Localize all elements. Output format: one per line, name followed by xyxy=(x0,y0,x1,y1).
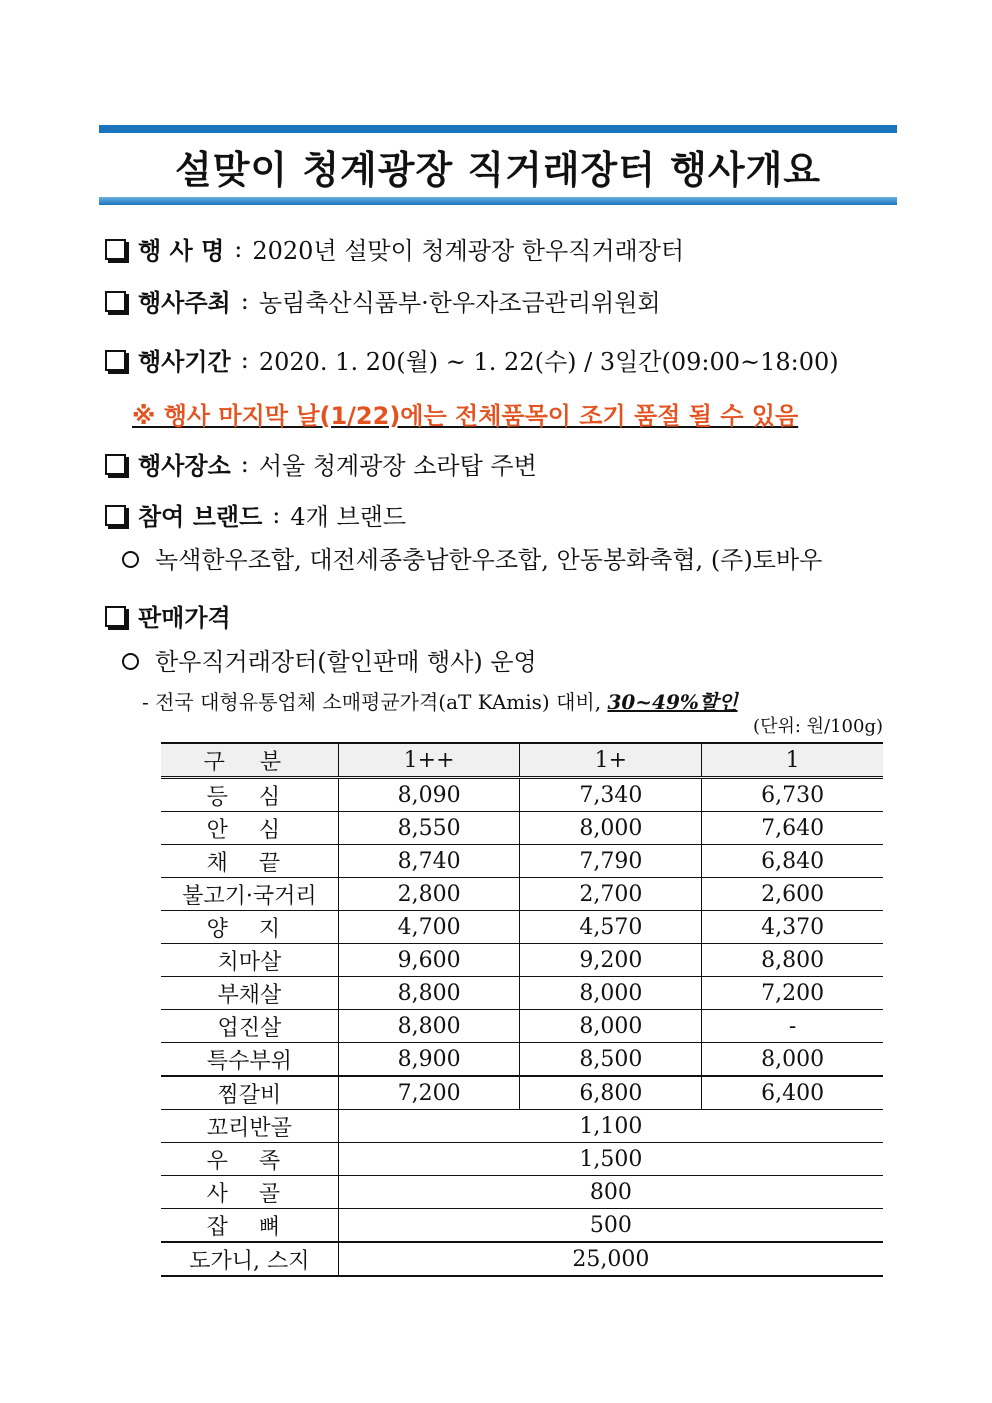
discount-rate: 30~49%할인 xyxy=(607,690,738,714)
merged-cell: 800 xyxy=(338,1176,883,1209)
host-value: 농림축산식품부·한우자조금관리위원회 xyxy=(258,289,661,317)
header-grade-1pp: 1++ xyxy=(338,743,520,778)
cell: 6,800 xyxy=(520,1076,702,1110)
table-row xyxy=(161,845,883,878)
cell: 6,840 xyxy=(702,845,883,878)
place-value: 서울 청계광장 소라탑 주변 xyxy=(258,452,537,480)
circle-bullet-icon xyxy=(122,551,139,568)
row-name: 부채살 xyxy=(161,977,338,1010)
header-grade-1: 1 xyxy=(702,743,883,778)
row-name: 채 끝 xyxy=(161,845,338,878)
cell: 8,800 xyxy=(338,1010,520,1043)
row-name: 찜갈비 xyxy=(161,1076,338,1110)
price-sub-row xyxy=(122,642,537,677)
table-row xyxy=(161,778,883,812)
cell: 8,800 xyxy=(338,977,520,1010)
brands-label: 참여 브랜드 xyxy=(138,503,263,531)
table-row xyxy=(161,1076,883,1110)
price-label: 판매가격 xyxy=(138,604,231,632)
cell: 8,900 xyxy=(338,1043,520,1077)
cell: 8,090 xyxy=(338,778,520,812)
row-name: 치마살 xyxy=(161,944,338,977)
cell: 2,800 xyxy=(338,878,520,911)
row-name: 우 족 xyxy=(161,1143,338,1176)
table-row-merged xyxy=(161,1110,883,1143)
event-name-row xyxy=(105,231,684,266)
host-row xyxy=(105,283,661,318)
cell: 7,340 xyxy=(520,778,702,812)
row-name: 꼬리반골 xyxy=(161,1110,338,1143)
cell: 7,200 xyxy=(338,1076,520,1110)
row-name: 특수부위 xyxy=(161,1043,338,1077)
cell: 2,700 xyxy=(520,878,702,911)
price-detail: - 전국 대형유통업체 소매평균가격(aT KAmis) 대비, xyxy=(142,690,602,714)
table-row xyxy=(161,911,883,944)
title-bar-bottom xyxy=(99,197,897,205)
checkbox-icon xyxy=(105,239,126,260)
sellout-notice: ※ 행사 마지막 날(1/22)에는 전체품목이 조기 품절 될 수 있음 xyxy=(132,402,799,430)
cell: 7,640 xyxy=(702,812,883,845)
price-sub: 한우직거래장터(할인판매 행사) 운영 xyxy=(155,648,537,676)
row-name: 양 지 xyxy=(161,911,338,944)
title-bar-top xyxy=(99,125,897,133)
circle-bullet-icon xyxy=(122,653,139,670)
row-name: 사 골 xyxy=(161,1176,338,1209)
page-title: 설맞이 청계광장 직거래장터 행사개요 xyxy=(174,148,822,192)
table-row-merged xyxy=(161,1242,883,1276)
cell: 8,000 xyxy=(520,1010,702,1043)
period-value: 2020. 1. 20(월) ~ 1. 22(수) / 3일간(09:00~18:00) xyxy=(258,348,839,376)
brands-list: 녹색한우조합, 대전세종충남한우조합, 안동봉화축협, (주)토바우 xyxy=(155,546,823,574)
table-row xyxy=(161,1043,883,1077)
cell: 6,730 xyxy=(702,778,883,812)
host-label: 행사주최 xyxy=(138,289,231,317)
cell: 9,200 xyxy=(520,944,702,977)
separator: : xyxy=(240,449,249,478)
cell: 8,000 xyxy=(702,1043,883,1077)
cell: 6,400 xyxy=(702,1076,883,1110)
place-row xyxy=(105,446,537,481)
merged-cell: 1,500 xyxy=(338,1143,883,1176)
cell: 8,500 xyxy=(520,1043,702,1077)
header-grade-1p: 1+ xyxy=(520,743,702,778)
table-row xyxy=(161,1010,883,1043)
cell: 4,570 xyxy=(520,911,702,944)
cell: 4,700 xyxy=(338,911,520,944)
cell: 8,740 xyxy=(338,845,520,878)
cell: 8,000 xyxy=(520,977,702,1010)
table-row xyxy=(161,944,883,977)
event-name-value: 2020년 설맞이 청계광장 한우직거래장터 xyxy=(252,237,685,265)
checkbox-icon xyxy=(105,505,126,526)
cell: - xyxy=(702,1010,883,1043)
header-category: 구 분 xyxy=(161,743,338,778)
row-name: 잡 뼈 xyxy=(161,1209,338,1243)
table-row-merged xyxy=(161,1209,883,1243)
row-name: 등 심 xyxy=(161,778,338,812)
cell: 8,800 xyxy=(702,944,883,977)
table-row-merged xyxy=(161,1143,883,1176)
table-row xyxy=(161,812,883,845)
table-row xyxy=(161,878,883,911)
merged-cell: 500 xyxy=(338,1209,883,1243)
cell: 8,550 xyxy=(338,812,520,845)
brands-value: 4개 브랜드 xyxy=(290,503,407,531)
separator: : xyxy=(272,500,281,529)
separator: : xyxy=(240,286,249,315)
price-row xyxy=(105,598,231,633)
checkbox-icon xyxy=(105,454,126,475)
table-header-row xyxy=(161,743,883,778)
price-detail-row xyxy=(142,686,738,715)
row-name: 도가니, 스지 xyxy=(161,1242,338,1276)
price-table xyxy=(161,742,883,1277)
table-row xyxy=(161,977,883,1010)
row-name: 안 심 xyxy=(161,812,338,845)
cell: 7,790 xyxy=(520,845,702,878)
event-name-label: 행 사 명 xyxy=(138,237,225,265)
period-label: 행사기간 xyxy=(138,348,231,376)
separator: : xyxy=(240,345,249,374)
cell: 9,600 xyxy=(338,944,520,977)
separator: : xyxy=(234,234,243,263)
place-label: 행사장소 xyxy=(138,452,231,480)
cell: 2,600 xyxy=(702,878,883,911)
unit-note: (단위: 원/100g) xyxy=(753,716,883,737)
checkbox-icon xyxy=(105,606,126,627)
merged-cell: 1,100 xyxy=(338,1110,883,1143)
row-name: 업진살 xyxy=(161,1010,338,1043)
merged-cell: 25,000 xyxy=(338,1242,883,1276)
title-banner xyxy=(99,125,897,205)
cell: 4,370 xyxy=(702,911,883,944)
brands-list-row xyxy=(122,540,822,575)
period-row xyxy=(105,342,839,377)
checkbox-icon xyxy=(105,350,126,371)
cell: 7,200 xyxy=(702,977,883,1010)
table-row-merged xyxy=(161,1176,883,1209)
cell: 8,000 xyxy=(520,812,702,845)
row-name: 불고기·국거리 xyxy=(161,878,338,911)
brands-row xyxy=(105,497,406,532)
checkbox-icon xyxy=(105,291,126,312)
